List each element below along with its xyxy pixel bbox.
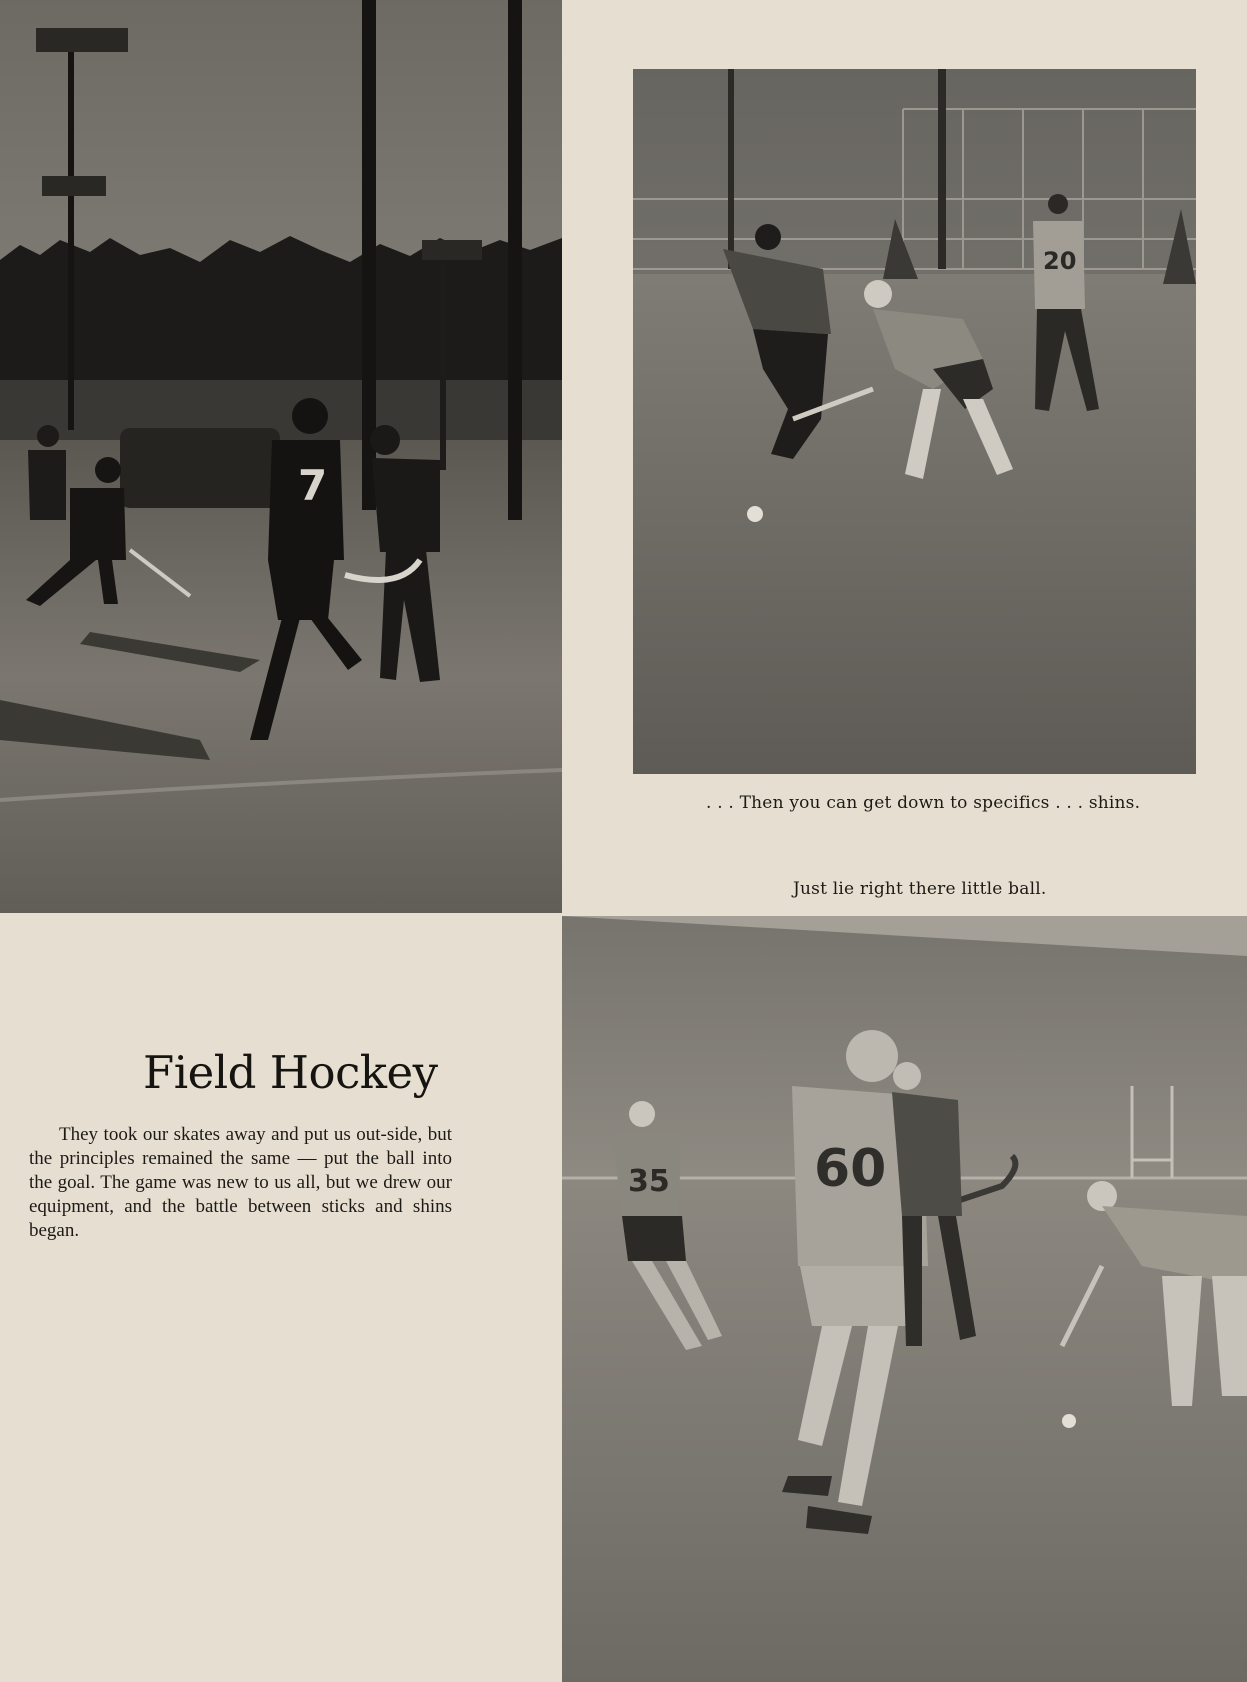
photo-shins-image	[633, 69, 1196, 774]
photo-night-game-image	[0, 0, 562, 913]
jersey-number-20: 20	[1043, 247, 1077, 275]
section-title: Field Hockey	[143, 1046, 438, 1099]
caption-bottom-right-photo: Just lie right there little ball.	[793, 879, 1047, 899]
jersey-number-60: 60	[814, 1139, 887, 1199]
photo-night-game	[0, 0, 562, 913]
caption-top-right-photo: . . . Then you can get down to specifics . . . shins.	[706, 793, 1141, 813]
photo-little-ball-image	[562, 916, 1247, 1682]
photo-shins	[633, 69, 1196, 774]
jersey-number-7: 7	[298, 461, 328, 510]
section-body-text: They took our skates away and put us out-side, but the principles remained the same — put the ball into the goal. The game was new to us all, but we drew our equipment, and the battle between sticks and shins began.	[29, 1124, 452, 1241]
photo-little-ball	[562, 916, 1247, 1682]
jersey-number-35: 35	[628, 1164, 670, 1199]
